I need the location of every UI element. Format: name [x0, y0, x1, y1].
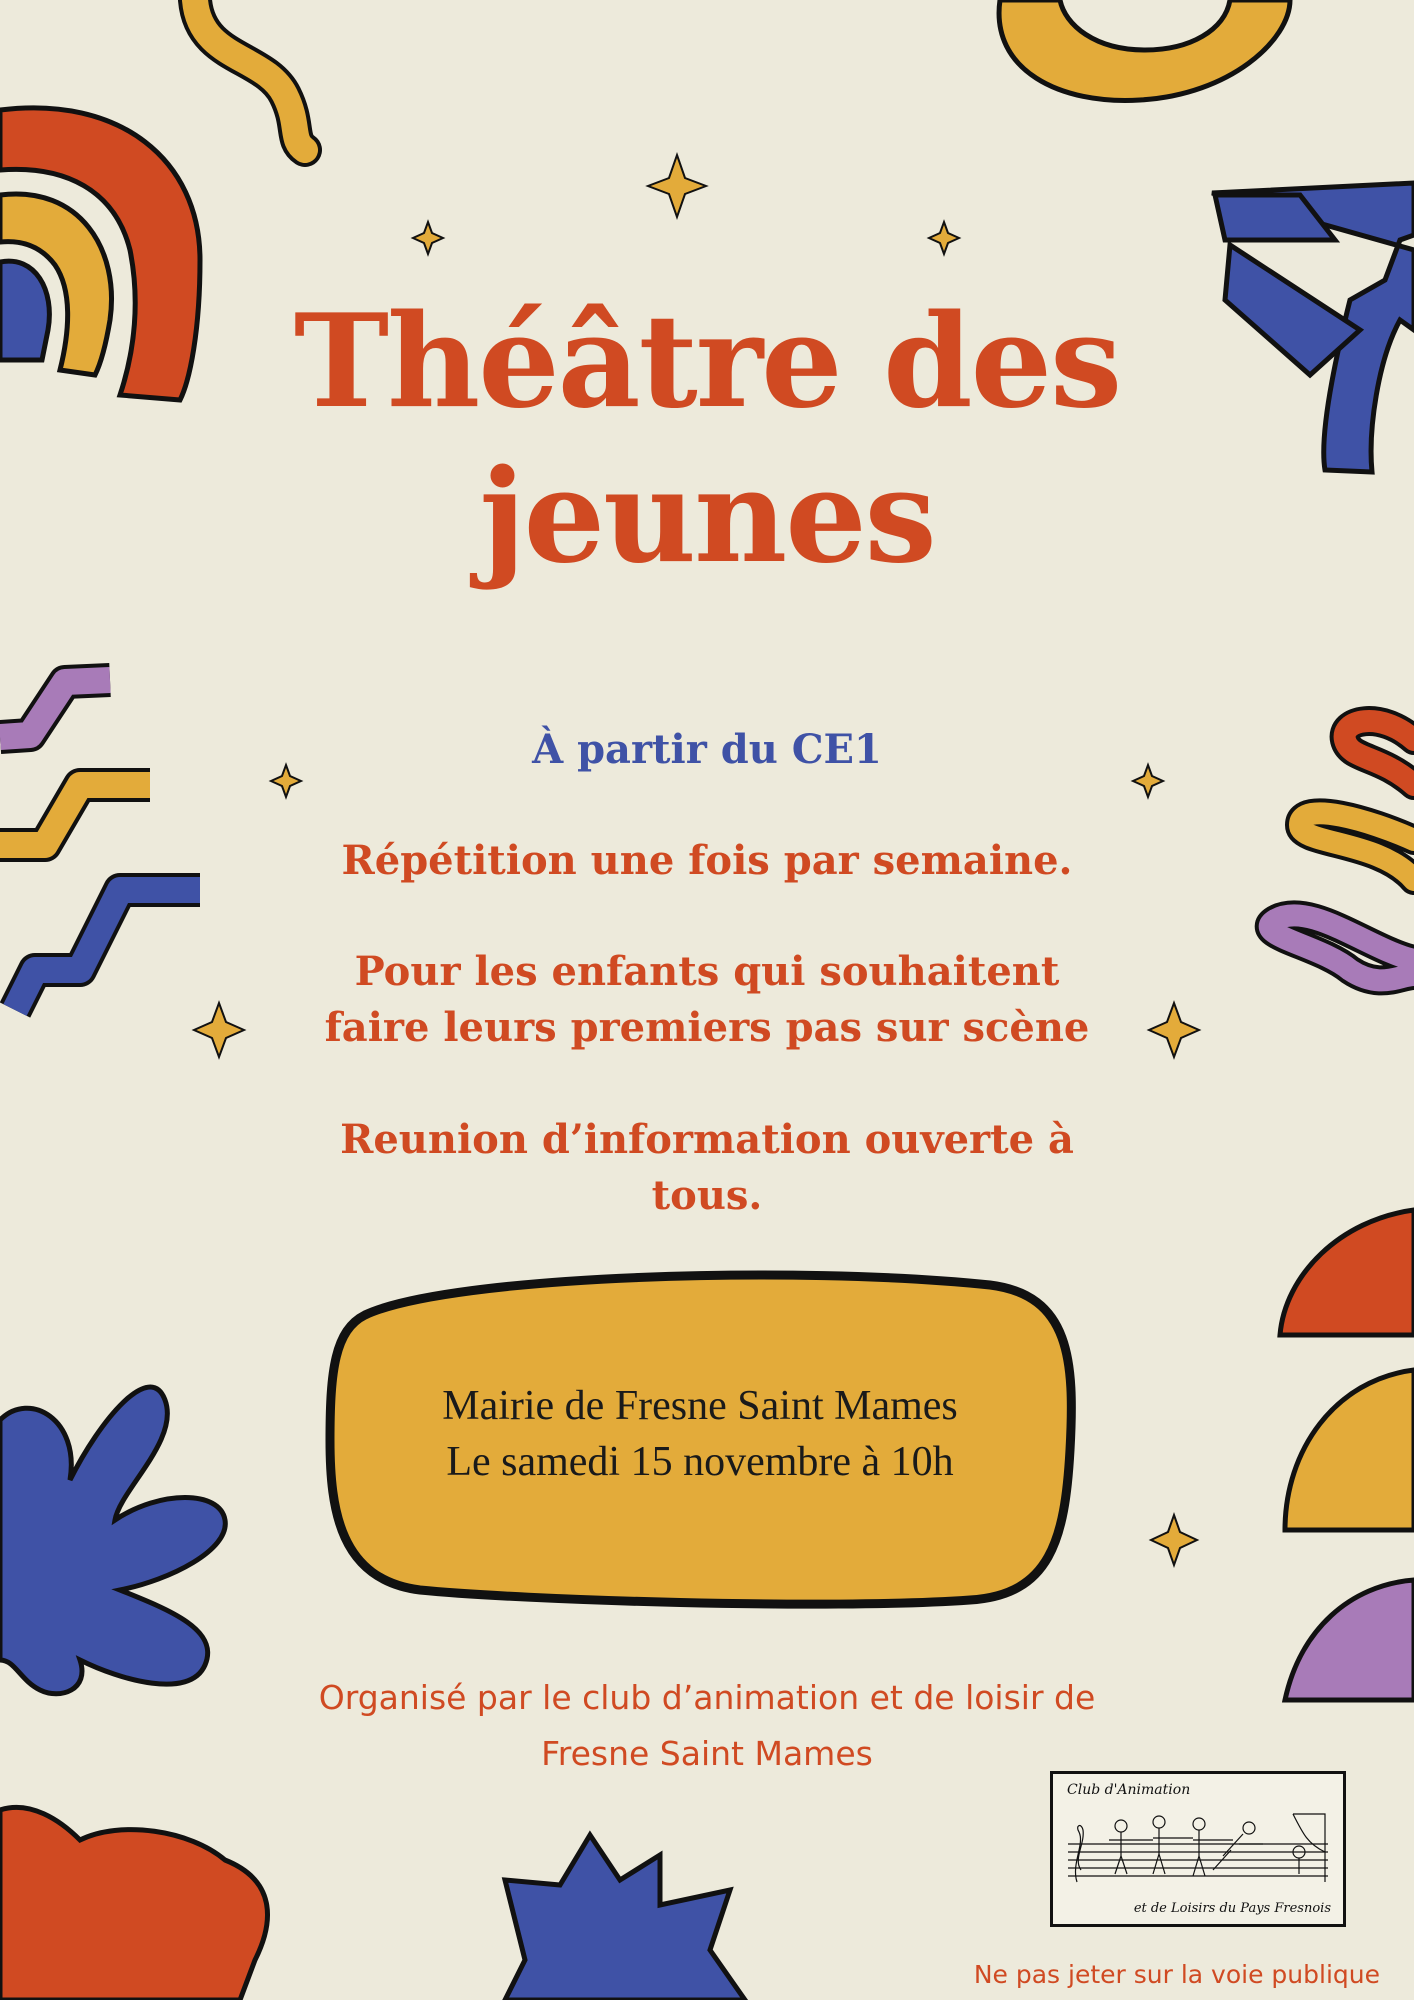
- blue-leaf-left: [0, 1387, 225, 1694]
- blue-arrow-top-right: [1212, 183, 1414, 472]
- logo-top-text: Club d'Animation: [1067, 1782, 1191, 1798]
- club-logo: [1050, 1771, 1346, 1927]
- rainbow-top-left: [0, 108, 200, 400]
- meeting-line-2: tous.: [651, 1172, 763, 1219]
- dancing-children-icon: [1063, 1804, 1333, 1890]
- waves-right: [1270, 721, 1414, 980]
- meeting-line-1: Reunion d’information ouverte à: [340, 1116, 1074, 1163]
- event-date: Le samedi 15 novembre à 10h: [446, 1439, 954, 1485]
- audience-text: [240, 944, 1174, 1056]
- poster-title: Théâtre des jeunes: [293, 287, 1121, 592]
- audience-line-1: Pour les enfants qui souhaitent: [354, 948, 1060, 995]
- audience-line-2: faire leurs premiers pas sur scène: [324, 1004, 1090, 1051]
- organizer-text: [240, 1670, 1174, 1782]
- event-info: [340, 1378, 1060, 1490]
- blue-star-bottom: [505, 1835, 745, 2000]
- zigzags-left: [0, 680, 200, 1010]
- footer-note: Ne pas jeter sur la voie publique: [973, 1960, 1380, 1989]
- level-line: À partir du CE1: [532, 726, 882, 773]
- event-location: Mairie de Fresne Saint Mames: [442, 1383, 958, 1429]
- logo-bottom-text: et de Loisirs du Pays Fresnois: [1133, 1901, 1331, 1916]
- meeting-text: [240, 1112, 1174, 1224]
- rehearsal-line: Répétition une fois par semaine.: [341, 837, 1073, 884]
- half-circles-right: [1280, 1210, 1414, 1700]
- organizer-line-2: Fresne Saint Mames: [541, 1734, 873, 1773]
- red-blob-bottom-left: [0, 1807, 267, 2000]
- organizer-line-1: Organisé par le club d’animation et de loisir de: [318, 1678, 1096, 1717]
- yellow-ring-top: [999, 0, 1290, 100]
